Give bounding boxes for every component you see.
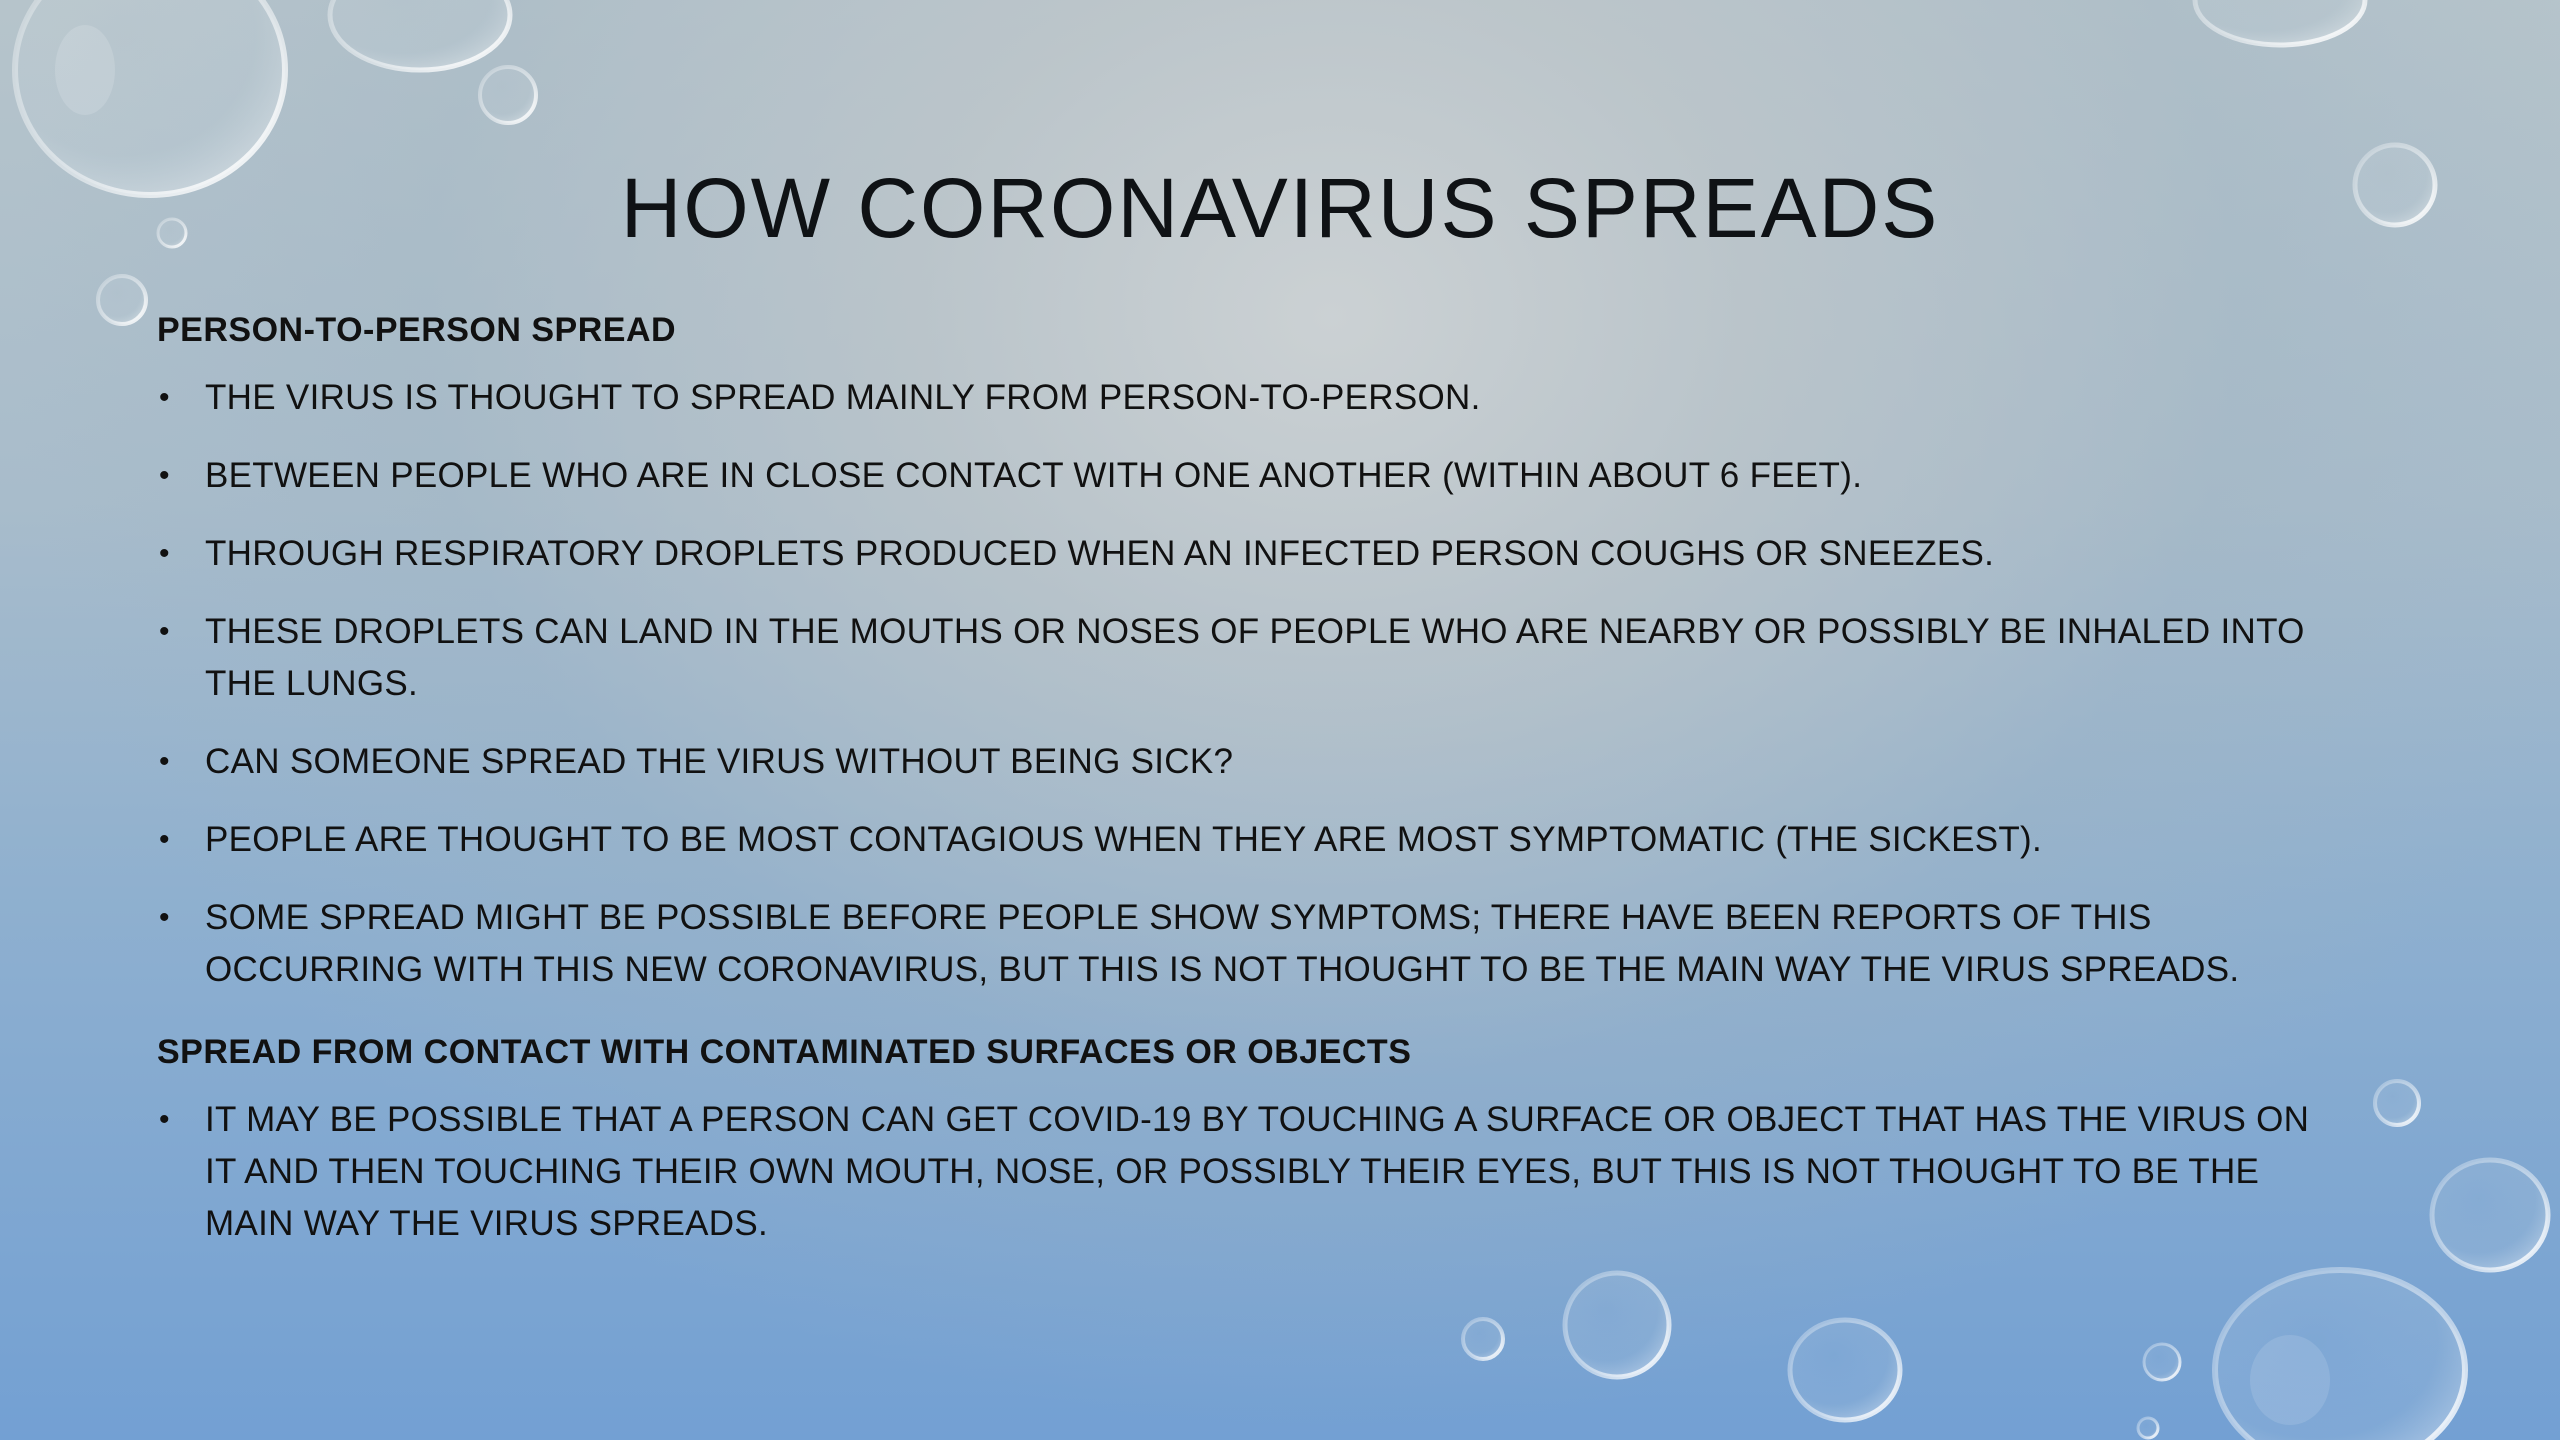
bullet-list-person-to-person <box>157 372 2317 996</box>
bullet-text: THROUGH RESPIRATORY DROPLETS PRODUCED WHEN AN INFECTED PERSON COUGHS OR SNEEZES. <box>205 534 1995 573</box>
section-heading-contaminated-surfaces: SPREAD FROM CONTACT WITH CONTAMINATED SURFACES OR OBJECTS <box>157 1033 1412 1071</box>
bullet-icon: • <box>159 823 170 856</box>
bullet-item <box>157 450 2317 502</box>
bullet-icon: • <box>159 745 170 778</box>
bullet-icon: • <box>159 381 170 414</box>
bullet-text: THESE DROPLETS CAN LAND IN THE MOUTHS OR NOSES OF PEOPLE WHO ARE NEARBY OR POSSIBLY BE INHALED INTO THE LUNGS. <box>205 612 2305 703</box>
bullet-text: SOME SPREAD MIGHT BE POSSIBLE BEFORE PEOPLE SHOW SYMPTOMS; THERE HAVE BEEN REPORTS OF THIS OCCURRING WITH THIS NEW CORONAVIRUS, BUT THIS IS NOT THOUGHT TO BE THE MAIN WAY THE VIRUS SPREADS. <box>205 898 2240 989</box>
bullet-text: CAN SOMEONE SPREAD THE VIRUS WITHOUT BEING SICK? <box>205 742 1234 781</box>
bullet-text: PEOPLE ARE THOUGHT TO BE MOST CONTAGIOUS WHEN THEY ARE MOST SYMPTOMATIC (THE SICKEST). <box>205 820 2043 859</box>
bullet-item <box>157 1094 2317 1250</box>
bullet-item <box>157 892 2317 996</box>
bullet-icon: • <box>159 1103 170 1136</box>
bullet-item <box>157 372 2317 424</box>
section-heading-person-to-person: PERSON-TO-PERSON SPREAD <box>157 311 677 349</box>
bullet-item <box>157 606 2317 710</box>
bullet-icon: • <box>159 615 170 648</box>
bullet-list-contaminated-surfaces <box>157 1094 2317 1250</box>
bullet-icon: • <box>159 901 170 934</box>
bullet-icon: • <box>159 459 170 492</box>
bullet-icon: • <box>159 537 170 570</box>
bullet-text: BETWEEN PEOPLE WHO ARE IN CLOSE CONTACT WITH ONE ANOTHER (WITHIN ABOUT 6 FEET). <box>205 456 1863 495</box>
bullet-item <box>157 814 2317 866</box>
bullet-text: THE VIRUS IS THOUGHT TO SPREAD MAINLY FROM PERSON-TO-PERSON. <box>205 378 1481 417</box>
bullet-item <box>157 736 2317 788</box>
slide-title: HOW CORONAVIRUS SPREADS <box>620 161 1940 255</box>
slide-body <box>157 300 2317 1276</box>
bullet-text: IT MAY BE POSSIBLE THAT A PERSON CAN GET COVID-19 BY TOUCHING A SURFACE OR OBJECT THAT HAS THE VIRUS ON IT AND THEN TOUCHING THEIR OWN MOUTH, NOSE, OR POSSIBLY THEIR EYES, BUT THIS IS NOT THOUGHT TO BE THE MAIN WAY THE VIRUS SPREADS. <box>205 1100 2310 1243</box>
bullet-item <box>157 528 2317 580</box>
